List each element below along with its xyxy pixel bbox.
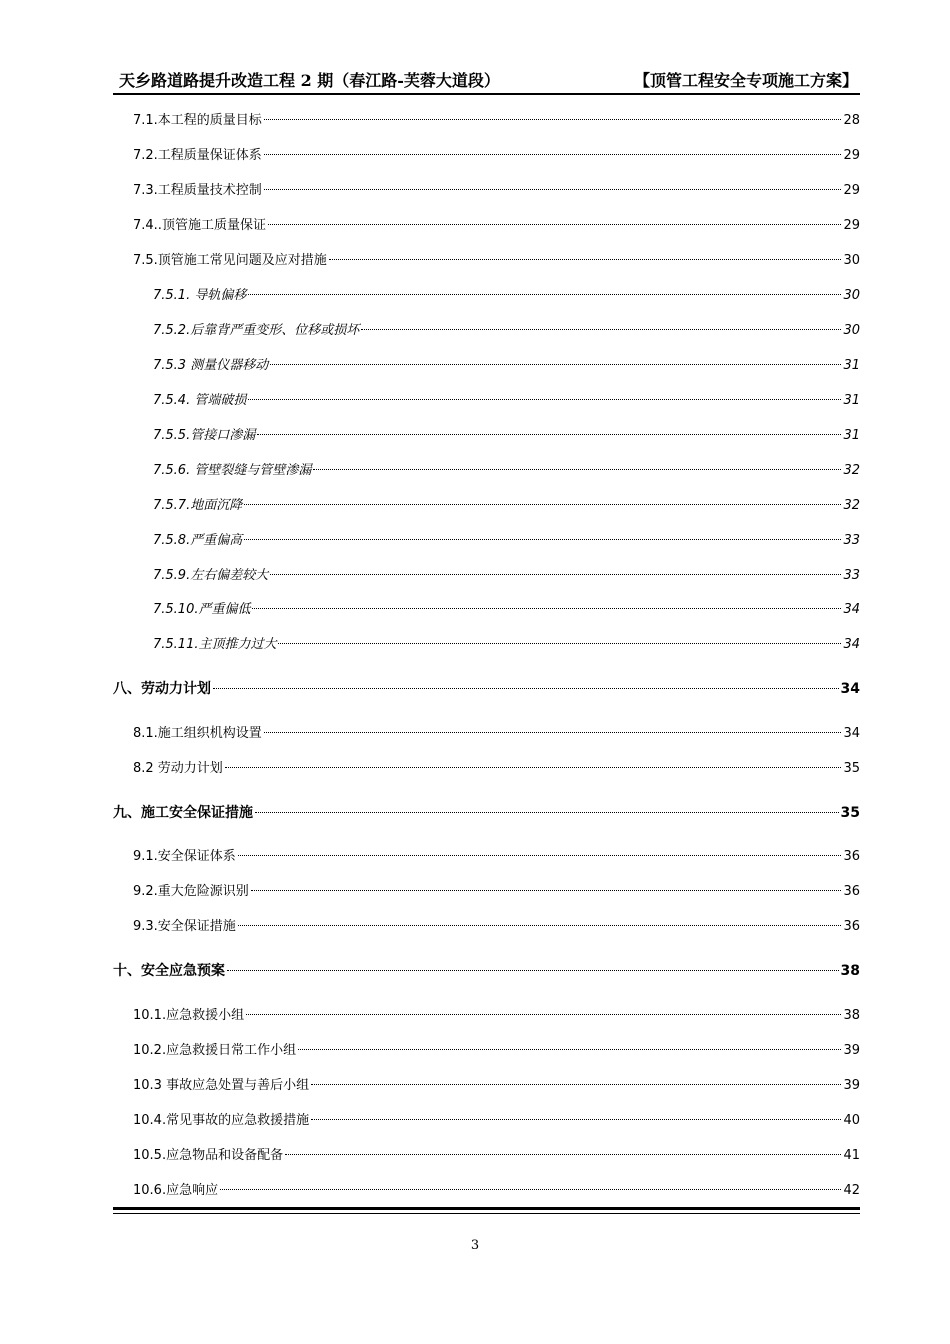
toc-leader-dots (220, 1188, 841, 1190)
toc-leader-dots (298, 1048, 841, 1050)
toc-entry-label: 7.1.本工程的质量目标 (133, 113, 262, 128)
toc-entry-page: 42 (843, 1183, 860, 1198)
toc-entry[interactable] (133, 146, 860, 166)
toc-entry-label: 7.5.2.后靠背严重变形、位移或损坏 (153, 323, 360, 338)
toc-entry-page: 31 (843, 428, 860, 443)
toc-leader-dots (268, 223, 842, 225)
toc-leader-dots (264, 731, 842, 733)
toc-leader-dots (361, 328, 841, 330)
toc-entry-label: 7.2.工程质量保证体系 (133, 148, 262, 163)
toc-entry-page: 28 (843, 113, 860, 128)
toc-entry-page: 34 (843, 726, 860, 741)
toc-leader-dots (270, 573, 841, 575)
toc-entry-page: 38 (840, 963, 860, 979)
toc-entry-label: 7.5.6. 管壁裂缝与管壁渗漏 (153, 463, 312, 478)
toc-entry[interactable] (153, 531, 860, 551)
toc-entry-page: 35 (840, 805, 860, 821)
toc-entry-label: 7.3.工程质量技术控制 (133, 183, 262, 198)
toc-entry-label: 10.2.应急救援日常工作小组 (133, 1043, 297, 1058)
page-number: 3 (470, 1238, 480, 1253)
toc-entry-page: 32 (843, 463, 860, 478)
toc-leader-dots (257, 433, 841, 435)
toc-entry-page: 34 (843, 637, 860, 652)
page-header (113, 66, 860, 92)
toc-entry-label: 8.2 劳动力计划 (133, 761, 223, 776)
toc-leader-dots (238, 854, 842, 856)
toc-leader-dots (244, 503, 841, 505)
toc-leader-dots (311, 1118, 841, 1120)
toc-leader-dots (311, 1083, 841, 1085)
toc-entry-page: 29 (843, 218, 860, 233)
toc-leader-dots (244, 538, 841, 540)
toc-entry-page: 34 (840, 681, 860, 697)
header-rule (113, 93, 860, 95)
toc-entry[interactable] (153, 600, 860, 620)
toc-entry[interactable] (133, 216, 860, 236)
toc-leader-dots (264, 188, 842, 190)
toc-entry-label: 7.5.顶管施工常见问题及应对措施 (133, 253, 327, 268)
toc-leader-dots (213, 687, 839, 689)
toc-entry[interactable] (133, 111, 860, 131)
toc-entry-label: 10.6.应急响应 (133, 1183, 219, 1198)
toc-entry-page: 39 (843, 1043, 860, 1058)
toc-leader-dots (246, 1013, 841, 1015)
toc-entry[interactable] (133, 1076, 860, 1096)
toc-entry-label: 7.5.10.严重偏低 (153, 602, 251, 617)
toc-entry-page: 40 (843, 1113, 860, 1128)
toc-leader-dots (264, 118, 842, 120)
toc-entry[interactable] (153, 356, 860, 376)
toc-entry-label: 7.5.8.严重偏高 (153, 533, 243, 548)
toc-entry-label: 7.5.4. 管端破损 (153, 393, 247, 408)
toc-entry-label: 八、劳动力计划 (113, 681, 211, 697)
toc-entry-label: 7.4..顶管施工质量保证 (133, 218, 266, 233)
toc-entry-label: 9.3.安全保证措施 (133, 919, 236, 934)
toc-leader-dots (251, 889, 842, 891)
toc-entry-page: 29 (843, 183, 860, 198)
toc-entry-label: 7.5.1. 导轨偏移 (153, 288, 247, 303)
toc-entry[interactable] (113, 679, 860, 699)
toc-entry-page: 31 (843, 393, 860, 408)
toc-entry-page: 36 (843, 849, 860, 864)
footer-rule-thin (113, 1213, 860, 1214)
toc-entry[interactable] (133, 1041, 860, 1061)
toc-entry[interactable] (133, 1006, 860, 1026)
footer-rule-thick (113, 1207, 860, 1210)
toc-leader-dots (248, 398, 841, 400)
toc-entry-label: 8.1.施工组织机构设置 (133, 726, 262, 741)
toc-entry[interactable] (133, 181, 860, 201)
toc-leader-dots (270, 363, 841, 365)
header-project-title: 天乡路道路提升改造工程 2 期（春江路-芙蓉大道段） (119, 71, 500, 90)
toc-leader-dots (227, 969, 839, 971)
toc-leader-dots (225, 766, 842, 768)
toc-entry[interactable] (153, 391, 860, 411)
toc-entry-page: 30 (843, 323, 860, 338)
toc-entry[interactable] (153, 426, 860, 446)
toc-entry[interactable] (133, 1146, 860, 1166)
toc-entry[interactable] (133, 251, 860, 271)
toc-leader-dots (255, 811, 839, 813)
toc-entry-page: 31 (843, 358, 860, 373)
toc-entry[interactable] (133, 759, 860, 779)
toc-entry-label: 9.1.安全保证体系 (133, 849, 236, 864)
toc-entry-page: 38 (843, 1008, 860, 1023)
toc-entry-label: 7.5.9.左右偏差较大 (153, 568, 269, 583)
toc-entry-page: 36 (843, 919, 860, 934)
toc-entry-label: 10.1.应急救援小组 (133, 1008, 245, 1023)
toc-entry[interactable] (133, 882, 860, 902)
toc-entry-label: 7.5.5.管接口渗漏 (153, 428, 256, 443)
toc-entry[interactable] (153, 566, 860, 586)
toc-entry-page: 33 (843, 533, 860, 548)
toc-entry[interactable] (153, 461, 860, 481)
toc-leader-dots (248, 293, 841, 295)
toc-entry[interactable] (133, 1111, 860, 1131)
toc-entry-page: 32 (843, 498, 860, 513)
toc-entry[interactable] (113, 961, 860, 981)
toc-entry-label: 十、安全应急预案 (113, 963, 225, 979)
toc-entry-page: 35 (843, 761, 860, 776)
toc-entry-label: 10.5.应急物品和设备配备 (133, 1148, 284, 1163)
header-document-title: 【顶管工程安全专项施工方案】 (633, 71, 858, 90)
toc-entry-label: 7.5.11.主顶推力过大 (153, 637, 277, 652)
toc-entry-page: 30 (843, 253, 860, 268)
toc-entry[interactable] (133, 917, 860, 937)
toc-leader-dots (278, 642, 841, 644)
toc-leader-dots (285, 1153, 841, 1155)
toc-entry[interactable] (153, 286, 860, 306)
toc-entry-label: 7.5.7.地面沉降 (153, 498, 243, 513)
toc-entry[interactable] (133, 724, 860, 744)
toc-entry-label: 9.2.重大危险源识别 (133, 884, 249, 899)
toc-entry-page: 39 (843, 1078, 860, 1093)
toc-entry[interactable] (113, 803, 860, 823)
toc-entry-page: 29 (843, 148, 860, 163)
toc-entry[interactable] (153, 635, 860, 655)
toc-entry-label: 7.5.3 测量仪器移动 (153, 358, 269, 373)
toc-leader-dots (264, 153, 842, 155)
toc-entry-page: 34 (843, 602, 860, 617)
toc-entry-page: 41 (843, 1148, 860, 1163)
toc-leader-dots (252, 607, 841, 609)
toc-entry[interactable] (133, 847, 860, 867)
toc-entry-label: 九、施工安全保证措施 (113, 805, 253, 821)
toc-entry-page: 36 (843, 884, 860, 899)
toc-leader-dots (313, 468, 841, 470)
toc-entry[interactable] (153, 321, 860, 341)
toc-leader-dots (329, 258, 842, 260)
toc-entry-label: 10.3 事故应急处置与善后小组 (133, 1078, 310, 1093)
toc-entry-label: 10.4.常见事故的应急救援措施 (133, 1113, 310, 1128)
toc-entry[interactable] (133, 1181, 860, 1201)
toc-entry[interactable] (153, 496, 860, 516)
toc-entry-page: 30 (843, 288, 860, 303)
toc-entry-page: 33 (843, 568, 860, 583)
toc-leader-dots (238, 924, 842, 926)
